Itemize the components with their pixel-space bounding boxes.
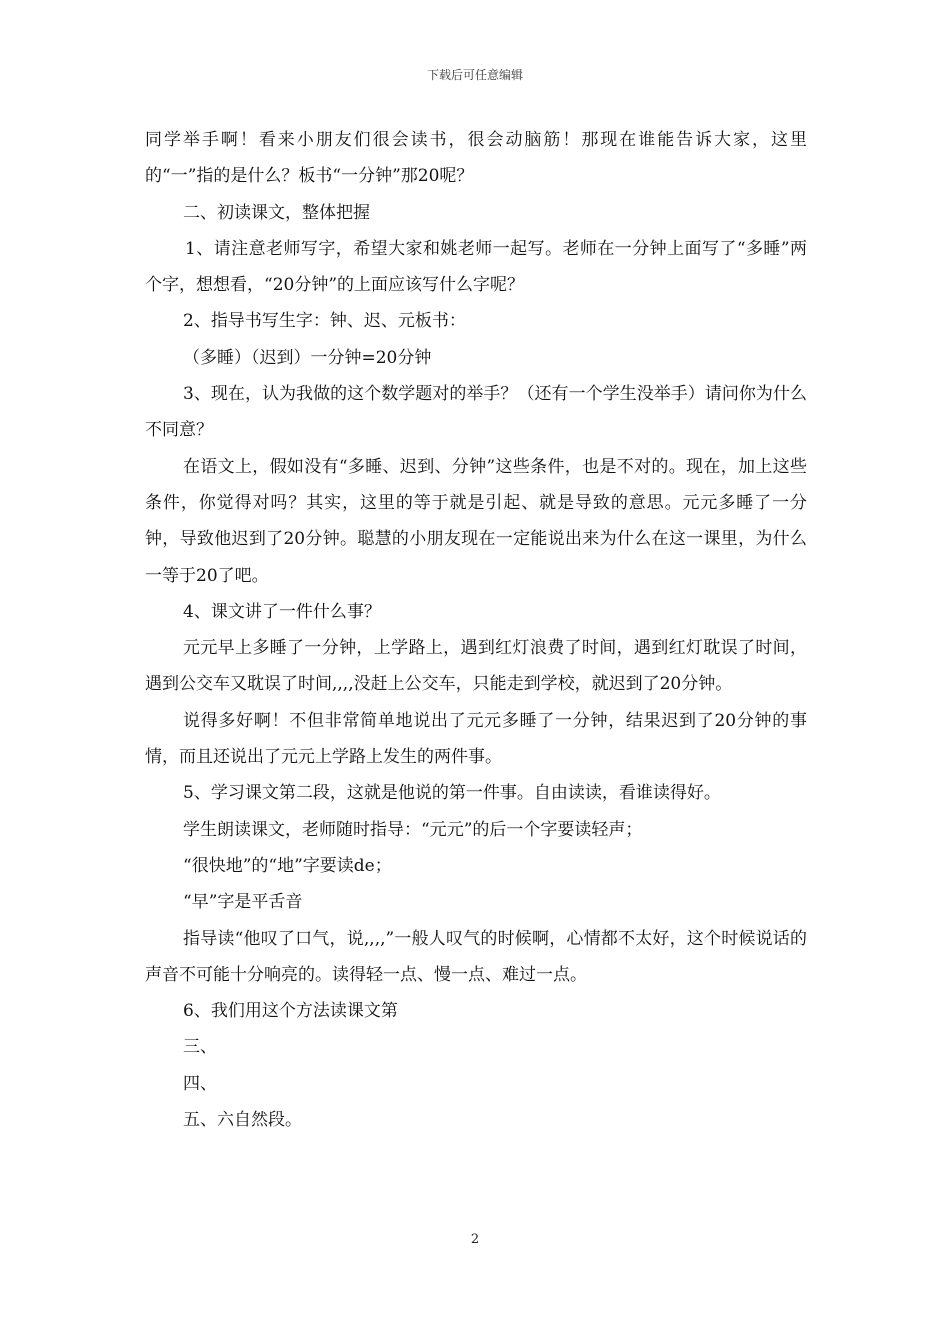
paragraph-3: 1、请注意老师写字，希望大家和姚老师一起写。老师在一分钟上面写了“多睡”两个字，想想看，“20分钟”的上面应该写什么字呢？ [145,238,807,296]
paragraph-1: 同学举手啊！看来小朋友们很会读书，很会动脑筋！那现在谁能告诉大家，这里的“一”指的是什么？板书“一分钟”那20呢？ [145,130,807,187]
page-number: 2 [470,1232,480,1247]
paragraph-18: 四、 [183,1073,217,1094]
paragraph-6: 3、现在，认为我做的这个数学题对的举手？（还有一个学生没举手）请问你为什么不同意？ [145,384,807,441]
paragraph-16: 6、我们用这个方法读课文第 [183,1001,398,1022]
paragraph-15: 指导读“他叹了口气，说,,,,”一般人叹气的时候啊，心情都不太好，这个时候说话的声音不可能十分响亮的。读得轻一点、慢一点、难过一点。 [145,928,807,985]
paragraph-8: 4、课文讲了一件什么事？ [183,601,381,622]
paragraph-12: 学生朗读课文，老师随时指导：“元元”的后一个字要读轻声； [183,819,643,840]
paragraph-11: 5、学习课文第二段，这就是他说的第一件事。自由读读，看谁读得好。 [183,783,721,804]
section-heading-2: 二、初读课文，整体把握 [183,202,370,223]
paragraph-13: “很快地”的“地”字要读de； [183,855,392,876]
paragraph-17: 三、 [183,1037,217,1058]
paragraph-7: 在语文上，假如没有“多睡、迟到、分钟”这些条件，也是不对的。现在，加上这些条件，你觉得对吗？其实，这里的等于就是引起、就是导致的意思。元元多睡了一分钟，导致他迟到了20分钟。聪慧的小朋友现在一定能说出来为什么在这一课里，为什么一等于20了吧。 [145,456,807,586]
paragraph-10: 说得多好啊！不但非常简单地说出了元元多睡了一分钟，结果迟到了20分钟的事情，而且还说出了元元上学路上发生的两件事。 [145,710,807,768]
paragraph-4: 2、指导书写生字：钟、迟、元板书： [183,311,466,332]
paragraph-14: “早”字是平舌音 [183,892,303,913]
page-header: 下载后可任意编辑 [426,68,523,82]
document-body [145,122,807,1138]
paragraph-5: （多睡）（迟到）一分钟=20分钟 [183,347,432,368]
paragraph-9: 元元早上多睡了一分钟，上学路上，遇到红灯浪费了时间，遇到红灯耽误了时间，遇到公交车又耽误了时间,,,,没赶上公交车，只能走到学校，就迟到了20分钟。 [145,638,807,695]
paragraph-19: 五、六自然段。 [183,1110,302,1131]
